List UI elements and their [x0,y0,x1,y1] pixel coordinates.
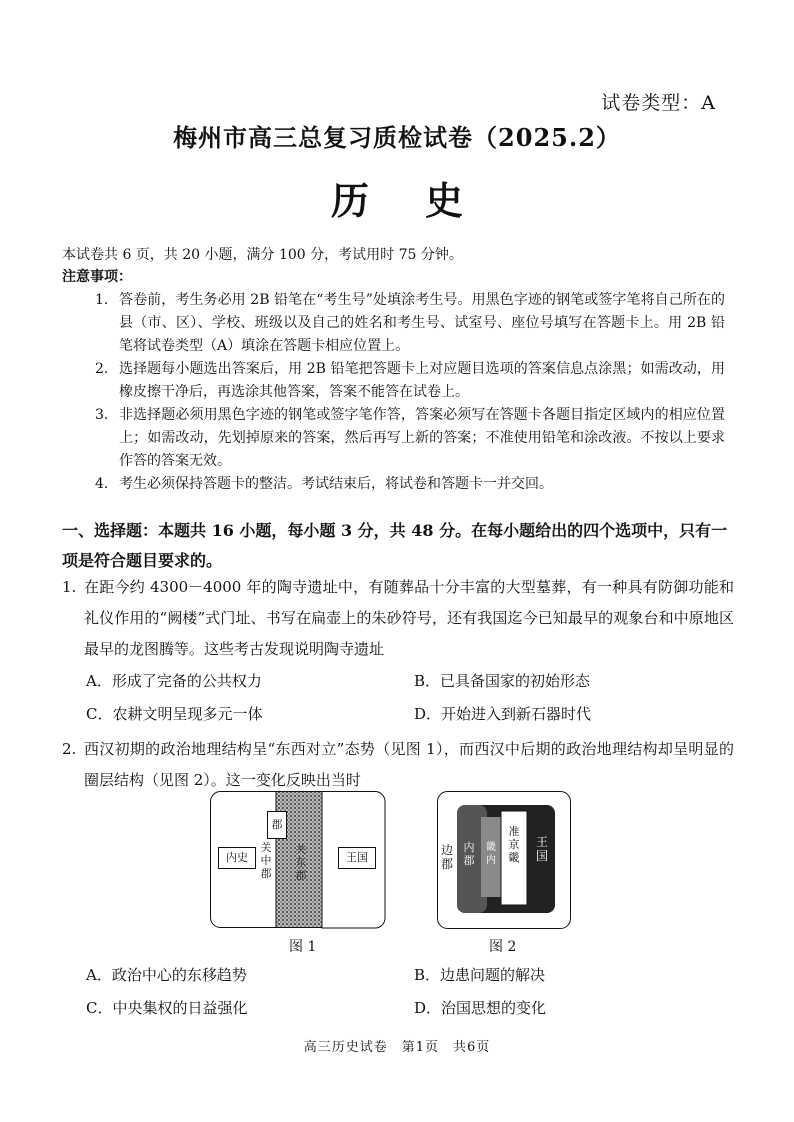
q2-option-a: A．政治中心的东移趋势 [86,966,247,984]
question-stem: 在距今约 4300－4000 年的陶寺遗址中，有随葬品十分丰富的大型墓葬，有一种具有防御功能和礼仪作用的“阙楼”式门址、书写在扁壶上的朱砂符号，还有我国迄今已知最早的观象台和中原地区最早的龙图腾等。这些考古发现说明陶寺遗址 [84,578,734,658]
notice-item [95,289,725,358]
notice-item-num: 1. [95,292,109,308]
question-stem: 西汉初期的政治地理结构呈“东西对立”态势（见图 1），而西汉中后期的政治地理结构却呈明显的圈层结构（见图 2）。这一变化反映出当时 [84,740,734,789]
label-neishi: 内史 [218,847,256,869]
notice-item-num: 3. [95,407,109,423]
label-zhunjingji: 准京畿 [508,825,520,864]
notice-item [95,473,725,496]
question-number: 2. [62,740,77,758]
exam-title: 梅州市高三总复习质检试卷（2025.2） [173,123,621,152]
q2-option-b: B．边患问题的解决 [414,966,546,984]
q2-option-d: D．治国思想的变化 [414,999,547,1017]
subject-char-1: 历 [330,178,369,223]
label-guanzhong: 关中郡 [260,841,272,880]
q2-option-c: C．中央集权的日益强化 [86,999,248,1017]
figure-2-diagram [437,791,571,929]
figure-2 [437,791,571,929]
label-wangguo-2: 王国 [535,835,548,863]
q1-option-a: A．形成了完备的公共权力 [86,672,262,690]
page-footer: 高三历史试卷 第1页 共6页 [303,1040,491,1055]
notice-item [95,404,725,473]
notice-item-text: 非选择题必须用黑色字迹的钢笔或签字笔作答，答案必须写在答题卡各题目指定区域内的相应位置上；如需改动，先划掉原来的答案，然后再写上新的答案；不准使用铅笔和涂改液。不按以上要求作答的答案无效。 [119,407,725,469]
figure-1-caption: 图 1 [289,939,317,955]
label-jun: 郡 [267,811,287,839]
figure-1 [210,791,386,929]
label-bianjun: 边郡 [440,843,453,871]
notice-item-text: 考生必须保持答题卡的整洁。考试结束后，将试卷和答题卡一并交回。 [119,476,553,492]
question-1 [62,572,734,665]
question-2 [62,734,734,796]
notice-item-text: 选择题每小题选出答案后，用 2B 铅笔把答题卡上对应题目选项的答案信息点涂黑；如需改动，用橡皮擦干净后，再选涂其他答案，答案不能答在试卷上。 [119,361,725,400]
notice-heading: 注意事项： [62,269,132,285]
subject-char-2: 史 [425,178,464,223]
notice-item-num: 4. [95,476,109,492]
q1-option-d: D．开始进入到新石器时代 [414,705,592,723]
section-heading: 一、选择题：本题共 16 小题，每小题 3 分，共 48 分。在每小题给出的四个选项中，只有一项是符合题目要求的。 [62,521,728,570]
q1-option-b: B．已具备国家的初始形态 [414,672,591,690]
notice-item-text: 答卷前，考生务必用 2B 铅笔在“考生号”处填涂考生号。用黑色字迹的钢笔或签字笔将自己所在的县（市、区）、学校、班级以及自己的姓名和考生号、试室号、座位号填写在答题卡上。用 2B 铅笔将试卷类型（A）填涂在答题卡相应位置上。 [119,292,725,354]
paper-type: 试卷类型：A [601,92,716,114]
exam-intro: 本试卷共 6 页，共 20 小题，满分 100 分，考试用时 75 分钟。 [62,247,463,263]
notice-list [95,289,725,496]
subject-title [0,170,794,225]
label-wangguo-1: 王国 [338,847,376,869]
notice-item [95,358,725,404]
question-number: 1. [62,578,77,596]
notice-item-num: 2. [95,361,109,377]
label-guandong: 关东郡 [295,843,307,882]
figure-2-caption: 图 2 [489,939,517,955]
label-jinnei: 畿内 [486,842,496,866]
q1-option-c: C．农耕文明呈现多元一体 [86,705,263,723]
label-neijun: 内郡 [463,841,475,867]
